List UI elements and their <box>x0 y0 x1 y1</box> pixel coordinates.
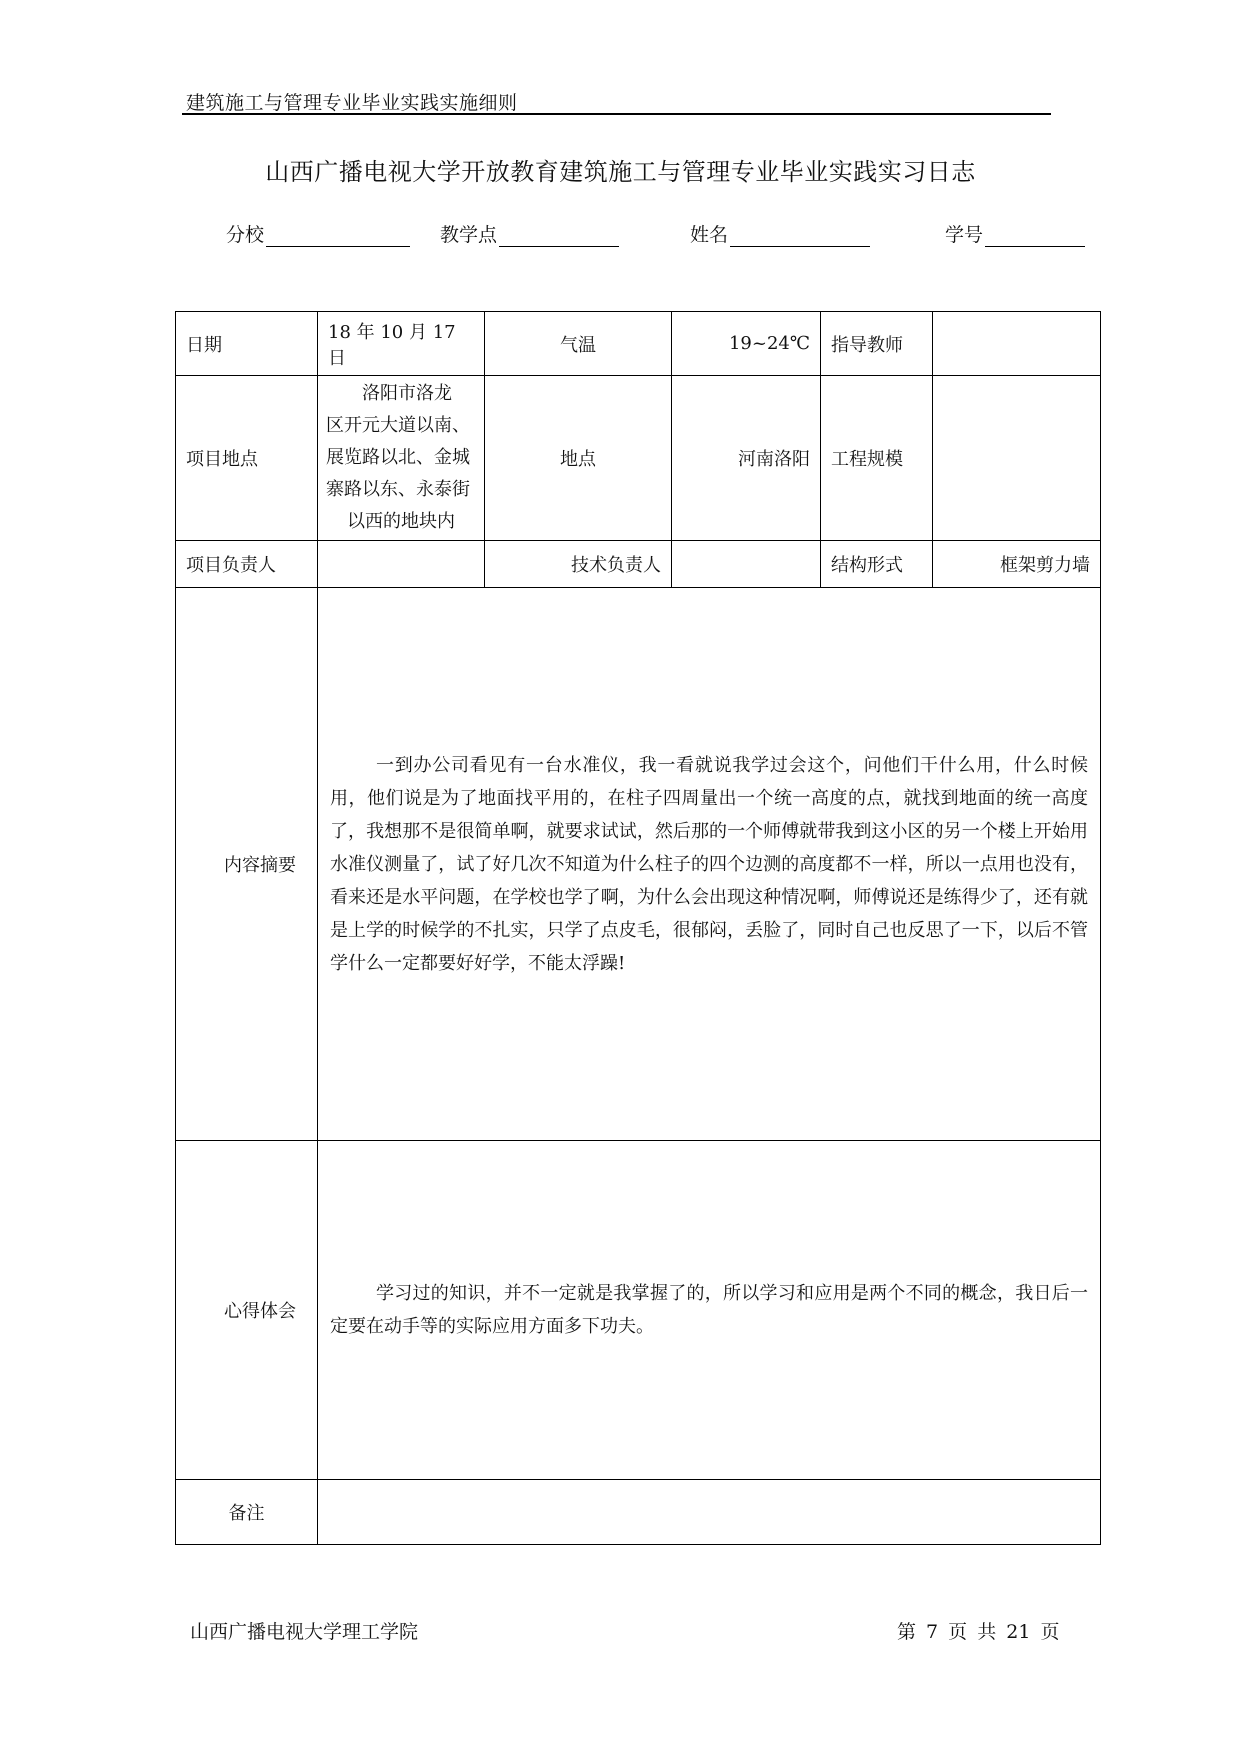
page-header-title: 建筑施工与管理专业毕业实践实施细则 <box>186 92 518 114</box>
table-row <box>176 541 1101 588</box>
project-manager-label: 项目负责人 <box>176 541 318 588</box>
place-label: 地点 <box>485 376 672 541</box>
remarks-label: 备注 <box>176 1480 318 1545</box>
student-id-field <box>945 220 1085 247</box>
teaching-point-field <box>440 220 619 247</box>
summary-text: 一到办公司看见有一台水准仪，我一看就说我学过会这个，问他们干什么用，什么时候用，他们说是为了地面找平用的，在柱子四周量出一个统一高度的点，就找到地面的统一高度了，我想那不是很简单啊，就要求试试，然后那的一个师傅就带我到这小区的另一个楼上开始用水准仪测量了，试了好几次不知道为什么柱子的四个边测的高度都不一样，所以一点用也没有，看来还是水平问题，在学校也学了啊，为什么会出现这种情况啊，师傅说还是练得少了，还有就是上学的时候学的不扎实，只学了点皮毛，很郁闷，丢脸了，同时自己也反思了一下，以后不管学什么一定都要好好学，不能太浮躁! <box>318 588 1101 1141</box>
project-location-line: 展览路以北、金城 <box>326 447 470 468</box>
scale-value <box>933 376 1101 541</box>
technical-lead-value <box>672 541 821 588</box>
table-row <box>176 376 1101 541</box>
table-row <box>176 1480 1101 1545</box>
instructor-value <box>933 312 1101 376</box>
project-location-line: 寨路以东、永泰街 <box>326 479 470 500</box>
document-title: 山西广播电视大学开放教育建筑施工与管理专业毕业实践实习日志 <box>265 158 976 186</box>
scale-label: 工程规模 <box>821 376 933 541</box>
branch-blank[interactable] <box>266 226 410 247</box>
project-location-value <box>318 376 485 541</box>
name-blank[interactable] <box>730 226 870 247</box>
student-id-blank[interactable] <box>985 226 1085 247</box>
teaching-point-blank[interactable] <box>499 226 619 247</box>
place-value: 河南洛阳 <box>672 376 821 541</box>
instructor-label: 指导教师 <box>821 312 933 376</box>
table-row <box>176 312 1101 376</box>
table-row <box>176 588 1101 1141</box>
technical-lead-label: 技术负责人 <box>485 541 672 588</box>
project-location-line: 洛阳市洛龙 <box>362 383 452 404</box>
internship-log-table <box>175 311 1101 1545</box>
summary-label: 内容摘要 <box>176 588 318 1141</box>
date-label: 日期 <box>176 312 318 376</box>
footer-page-number: 第 7 页 共 21 页 <box>897 1621 1060 1643</box>
name-label: 姓名 <box>690 224 729 246</box>
project-location-line: 以西的地块内 <box>347 511 455 532</box>
footer-institution: 山西广播电视大学理工学院 <box>190 1621 419 1643</box>
table-row <box>176 1141 1101 1480</box>
project-location-label: 项目地点 <box>176 376 318 541</box>
remarks-value <box>318 1480 1101 1545</box>
teaching-point-label: 教学点 <box>440 224 498 246</box>
temperature-label: 气温 <box>485 312 672 376</box>
reflection-text: 学习过的知识，并不一定就是我掌握了的，所以学习和应用是两个不同的概念，我日后一定要在动手等的实际应用方面多下功夫。 <box>318 1141 1101 1480</box>
project-manager-value <box>318 541 485 588</box>
branch-field <box>226 220 410 247</box>
header-divider <box>182 113 1051 115</box>
temperature-value: 19~24℃ <box>672 312 821 376</box>
structure-type-value: 框架剪力墙 <box>933 541 1101 588</box>
structure-type-label: 结构形式 <box>821 541 933 588</box>
name-field <box>690 220 870 247</box>
date-value: 18 年 10 月 17 日 <box>318 312 485 376</box>
project-location-line: 区开元大道以南、 <box>326 415 470 436</box>
student-id-label: 学号 <box>945 224 984 246</box>
branch-label: 分校 <box>226 224 265 246</box>
reflection-label: 心得体会 <box>176 1141 318 1480</box>
